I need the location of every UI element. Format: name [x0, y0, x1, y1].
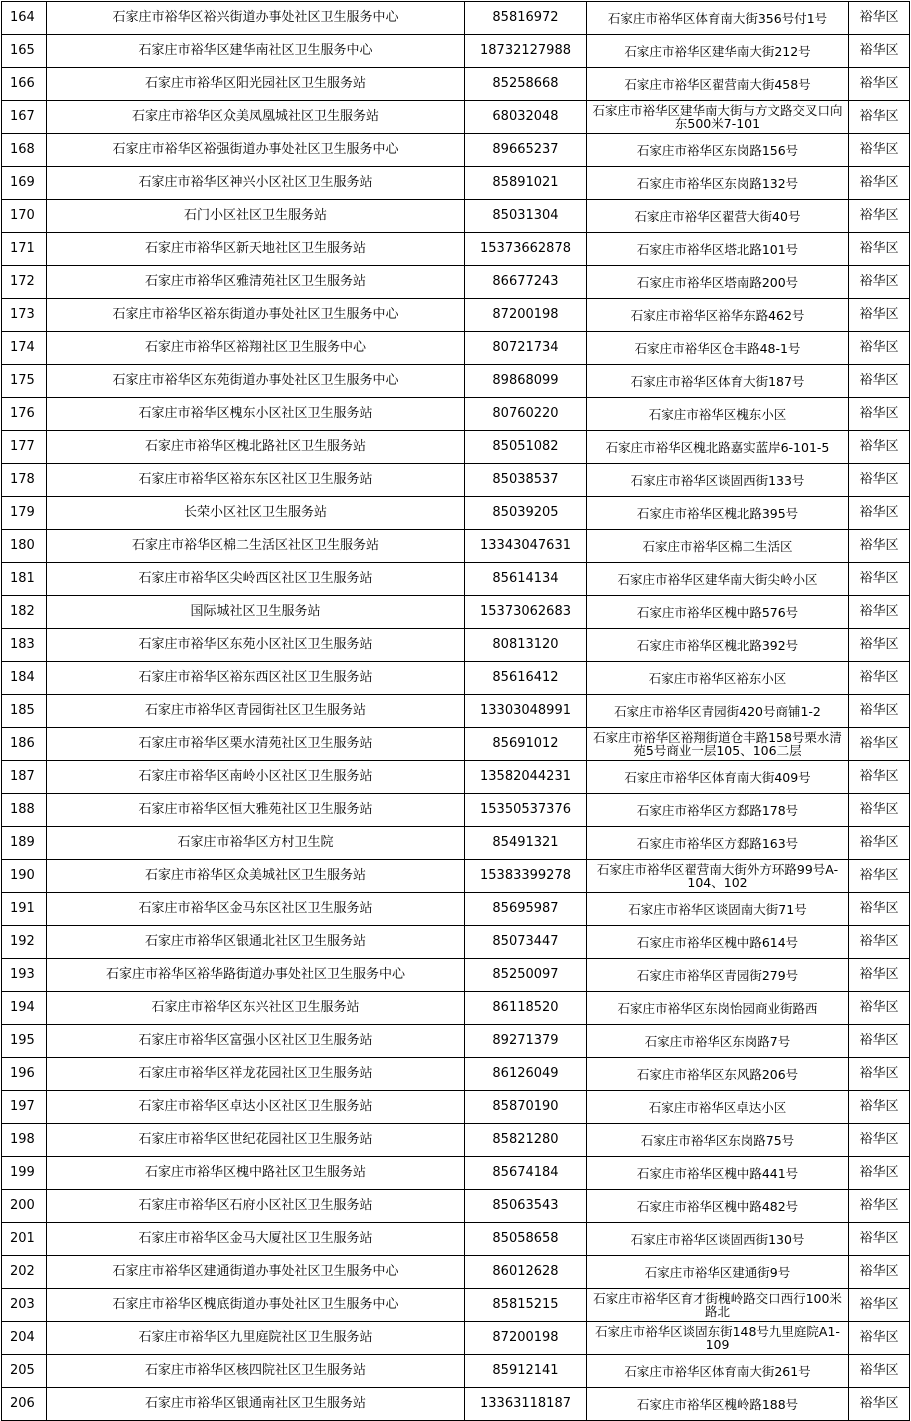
- district-cell: 裕华区: [849, 629, 910, 662]
- district-cell: 裕华区: [849, 167, 910, 200]
- address-cell: 石家庄市裕华区塔南路200号: [587, 266, 849, 299]
- phone-cell: 85063543: [465, 1190, 587, 1223]
- address-cell: 石家庄市裕华区裕东小区: [587, 662, 849, 695]
- address-cell: 石家庄市裕华区体育南大街261号: [587, 1355, 849, 1388]
- district-cell: 裕华区: [849, 1025, 910, 1058]
- row-number-cell: 189: [2, 827, 47, 860]
- phone-cell: 85815215: [465, 1289, 587, 1322]
- phone-cell: 85031304: [465, 200, 587, 233]
- row-number-cell: 180: [2, 530, 47, 563]
- district-cell: 裕华区: [849, 365, 910, 398]
- address-cell: 石家庄市裕华区棉二生活区: [587, 530, 849, 563]
- row-number-cell: 174: [2, 332, 47, 365]
- phone-cell: 85821280: [465, 1124, 587, 1157]
- station-name-cell: 石家庄市裕华区金马东区社区卫生服务站: [47, 893, 465, 926]
- phone-cell: 85058658: [465, 1223, 587, 1256]
- address-cell: 石家庄市裕华区槐中路441号: [587, 1157, 849, 1190]
- phone-cell: 85691012: [465, 728, 587, 761]
- district-cell: 裕华区: [849, 1256, 910, 1289]
- address-cell: 石家庄市裕华区建通街9号: [587, 1256, 849, 1289]
- row-number-cell: 199: [2, 1157, 47, 1190]
- phone-cell: 15350537376: [465, 794, 587, 827]
- phone-cell: 89271379: [465, 1025, 587, 1058]
- table-row: [2, 1091, 910, 1124]
- table-row: [2, 398, 910, 431]
- district-cell: 裕华区: [849, 134, 910, 167]
- row-number-cell: 181: [2, 563, 47, 596]
- phone-cell: 18732127988: [465, 35, 587, 68]
- row-number-cell: 164: [2, 2, 47, 35]
- district-cell: 裕华区: [849, 860, 910, 893]
- row-number-cell: 168: [2, 134, 47, 167]
- district-cell: 裕华区: [849, 1190, 910, 1223]
- district-cell: 裕华区: [849, 398, 910, 431]
- phone-cell: 85258668: [465, 68, 587, 101]
- address-cell: 石家庄市裕华区翟营大街40号: [587, 200, 849, 233]
- phone-cell: 13363118187: [465, 1388, 587, 1421]
- station-name-cell: 石家庄市裕华区阳光园社区卫生服务站: [47, 68, 465, 101]
- address-cell: 石家庄市裕华区谈固西街133号: [587, 464, 849, 497]
- station-name-cell: 石家庄市裕华区棉二生活区社区卫生服务站: [47, 530, 465, 563]
- phone-cell: 80760220: [465, 398, 587, 431]
- district-cell: 裕华区: [849, 1355, 910, 1388]
- phone-cell: 85616412: [465, 662, 587, 695]
- station-name-cell: 石家庄市裕华区裕东东区社区卫生服务站: [47, 464, 465, 497]
- station-name-cell: 石家庄市裕华区神兴小区社区卫生服务站: [47, 167, 465, 200]
- station-name-cell: 石家庄市裕华区金马大厦社区卫生服务站: [47, 1223, 465, 1256]
- row-number-cell: 184: [2, 662, 47, 695]
- phone-cell: 13582044231: [465, 761, 587, 794]
- station-name-cell: 石家庄市裕华区建华南社区卫生服务中心: [47, 35, 465, 68]
- station-name-cell: 石家庄市裕华区尖岭西区社区卫生服务站: [47, 563, 465, 596]
- station-name-cell: 石家庄市裕华区裕兴街道办事处社区卫生服务中心: [47, 2, 465, 35]
- row-number-cell: 182: [2, 596, 47, 629]
- table-row: [2, 1025, 910, 1058]
- table-row: [2, 167, 910, 200]
- table-row: [2, 1355, 910, 1388]
- address-cell: 石家庄市裕华区谈固东街148号九里庭院A1-109: [587, 1322, 849, 1355]
- district-cell: 裕华区: [849, 266, 910, 299]
- table-row: [2, 794, 910, 827]
- station-name-cell: 长荣小区社区卫生服务站: [47, 497, 465, 530]
- district-cell: 裕华区: [849, 332, 910, 365]
- row-number-cell: 167: [2, 101, 47, 134]
- address-cell: 石家庄市裕华区东岗路75号: [587, 1124, 849, 1157]
- station-name-cell: 石家庄市裕华区裕强街道办事处社区卫生服务中心: [47, 134, 465, 167]
- phone-cell: 86118520: [465, 992, 587, 1025]
- table-row: [2, 68, 910, 101]
- address-cell: 石家庄市裕华区翟营南大街外方环路99号A-104、102: [587, 860, 849, 893]
- district-cell: 裕华区: [849, 1091, 910, 1124]
- district-cell: 裕华区: [849, 695, 910, 728]
- table-row: [2, 497, 910, 530]
- station-name-cell: 石家庄市裕华区方村卫生院: [47, 827, 465, 860]
- row-number-cell: 178: [2, 464, 47, 497]
- phone-cell: 85816972: [465, 2, 587, 35]
- row-number-cell: 176: [2, 398, 47, 431]
- station-name-cell: 石家庄市裕华区雅清苑社区卫生服务站: [47, 266, 465, 299]
- table-row: [2, 464, 910, 497]
- district-cell: 裕华区: [849, 827, 910, 860]
- station-name-cell: 石门小区社区卫生服务站: [47, 200, 465, 233]
- station-name-cell: 石家庄市裕华区裕翔社区卫生服务中心: [47, 332, 465, 365]
- row-number-cell: 188: [2, 794, 47, 827]
- service-station-table: [1, 1, 910, 1421]
- address-cell: 石家庄市裕华区方郄路163号: [587, 827, 849, 860]
- address-cell: 石家庄市裕华区体育大街187号: [587, 365, 849, 398]
- table-row: [2, 596, 910, 629]
- row-number-cell: 197: [2, 1091, 47, 1124]
- address-cell: 石家庄市裕华区槐岭路188号: [587, 1388, 849, 1421]
- address-cell: 石家庄市裕华区东岗路7号: [587, 1025, 849, 1058]
- address-cell: 石家庄市裕华区槐中路576号: [587, 596, 849, 629]
- district-cell: 裕华区: [849, 1289, 910, 1322]
- station-name-cell: 石家庄市裕华区东苑街道办事处社区卫生服务中心: [47, 365, 465, 398]
- district-cell: 裕华区: [849, 926, 910, 959]
- table-row: [2, 1190, 910, 1223]
- address-cell: 石家庄市裕华区方郄路178号: [587, 794, 849, 827]
- phone-cell: 85051082: [465, 431, 587, 464]
- phone-cell: 15383399278: [465, 860, 587, 893]
- station-name-cell: 石家庄市裕华区恒大雅苑社区卫生服务站: [47, 794, 465, 827]
- phone-cell: 80721734: [465, 332, 587, 365]
- table-row: [2, 530, 910, 563]
- address-cell: 石家庄市裕华区塔北路101号: [587, 233, 849, 266]
- table-row: [2, 134, 910, 167]
- station-name-cell: 石家庄市裕华区祥龙花园社区卫生服务站: [47, 1058, 465, 1091]
- table-row: [2, 266, 910, 299]
- district-cell: 裕华区: [849, 530, 910, 563]
- row-number-cell: 166: [2, 68, 47, 101]
- address-cell: 石家庄市裕华区体育南大街409号: [587, 761, 849, 794]
- station-name-cell: 石家庄市裕华区栗水清苑社区卫生服务站: [47, 728, 465, 761]
- row-number-cell: 204: [2, 1322, 47, 1355]
- row-number-cell: 202: [2, 1256, 47, 1289]
- address-cell: 石家庄市裕华区青园街279号: [587, 959, 849, 992]
- address-cell: 石家庄市裕华区育才街槐岭路交口西行100米路北: [587, 1289, 849, 1322]
- station-name-cell: 石家庄市裕华区银通南社区卫生服务站: [47, 1388, 465, 1421]
- row-number-cell: 206: [2, 1388, 47, 1421]
- row-number-cell: 200: [2, 1190, 47, 1223]
- district-cell: 裕华区: [849, 2, 910, 35]
- table-row: [2, 101, 910, 134]
- row-number-cell: 192: [2, 926, 47, 959]
- phone-cell: 89665237: [465, 134, 587, 167]
- station-name-cell: 石家庄市裕华区银通北社区卫生服务站: [47, 926, 465, 959]
- phone-cell: 85912141: [465, 1355, 587, 1388]
- district-cell: 裕华区: [849, 1223, 910, 1256]
- station-name-cell: 石家庄市裕华区富强小区社区卫生服务站: [47, 1025, 465, 1058]
- phone-cell: 80813120: [465, 629, 587, 662]
- row-number-cell: 191: [2, 893, 47, 926]
- phone-cell: 15373662878: [465, 233, 587, 266]
- district-cell: 裕华区: [849, 464, 910, 497]
- station-name-cell: 石家庄市裕华区核四院社区卫生服务站: [47, 1355, 465, 1388]
- table-row: [2, 299, 910, 332]
- row-number-cell: 190: [2, 860, 47, 893]
- table-body: [2, 2, 910, 1421]
- table-row: [2, 629, 910, 662]
- table-row: [2, 926, 910, 959]
- row-number-cell: 186: [2, 728, 47, 761]
- station-name-cell: 石家庄市裕华区槐底街道办事处社区卫生服务中心: [47, 1289, 465, 1322]
- address-cell: 石家庄市裕华区槐东小区: [587, 398, 849, 431]
- address-cell: 石家庄市裕华区槐北路392号: [587, 629, 849, 662]
- phone-cell: 13303048991: [465, 695, 587, 728]
- table-row: [2, 728, 910, 761]
- district-cell: 裕华区: [849, 596, 910, 629]
- row-number-cell: 198: [2, 1124, 47, 1157]
- address-cell: 石家庄市裕华区槐北路395号: [587, 497, 849, 530]
- station-name-cell: 石家庄市裕华区槐北路社区卫生服务站: [47, 431, 465, 464]
- station-name-cell: 石家庄市裕华区世纪花园社区卫生服务站: [47, 1124, 465, 1157]
- phone-cell: 89868099: [465, 365, 587, 398]
- row-number-cell: 194: [2, 992, 47, 1025]
- row-number-cell: 196: [2, 1058, 47, 1091]
- address-cell: 石家庄市裕华区青园街420号商铺1-2: [587, 695, 849, 728]
- station-name-cell: 石家庄市裕华区南岭小区社区卫生服务站: [47, 761, 465, 794]
- table-row: [2, 761, 910, 794]
- station-name-cell: 石家庄市裕华区建通街道办事处社区卫生服务中心: [47, 1256, 465, 1289]
- row-number-cell: 172: [2, 266, 47, 299]
- row-number-cell: 203: [2, 1289, 47, 1322]
- table-row: [2, 431, 910, 464]
- station-name-cell: 石家庄市裕华区卓达小区社区卫生服务站: [47, 1091, 465, 1124]
- address-cell: 石家庄市裕华区东岗怡园商业街路西: [587, 992, 849, 1025]
- station-name-cell: 石家庄市裕华区东苑小区社区卫生服务站: [47, 629, 465, 662]
- row-number-cell: 179: [2, 497, 47, 530]
- district-cell: 裕华区: [849, 1322, 910, 1355]
- district-cell: 裕华区: [849, 233, 910, 266]
- address-cell: 石家庄市裕华区槐中路614号: [587, 926, 849, 959]
- district-cell: 裕华区: [849, 959, 910, 992]
- address-cell: 石家庄市裕华区谈固南大街71号: [587, 893, 849, 926]
- row-number-cell: 177: [2, 431, 47, 464]
- phone-cell: 85038537: [465, 464, 587, 497]
- district-cell: 裕华区: [849, 563, 910, 596]
- phone-cell: 13343047631: [465, 530, 587, 563]
- row-number-cell: 165: [2, 35, 47, 68]
- phone-cell: 85039205: [465, 497, 587, 530]
- row-number-cell: 170: [2, 200, 47, 233]
- address-cell: 石家庄市裕华区建华南大街212号: [587, 35, 849, 68]
- table-row: [2, 1124, 910, 1157]
- address-cell: 石家庄市裕华区裕翔街道仓丰路158号栗水清苑5号商业一层105、106二层: [587, 728, 849, 761]
- table-row: [2, 662, 910, 695]
- phone-cell: 86126049: [465, 1058, 587, 1091]
- row-number-cell: 185: [2, 695, 47, 728]
- table-row: [2, 35, 910, 68]
- phone-cell: 85870190: [465, 1091, 587, 1124]
- row-number-cell: 193: [2, 959, 47, 992]
- station-name-cell: 石家庄市裕华区众美凤凰城社区卫生服务站: [47, 101, 465, 134]
- table-row: [2, 1289, 910, 1322]
- row-number-cell: 171: [2, 233, 47, 266]
- station-name-cell: 石家庄市裕华区青园街社区卫生服务站: [47, 695, 465, 728]
- station-name-cell: 石家庄市裕华区裕华路街道办事处社区卫生服务中心: [47, 959, 465, 992]
- phone-cell: 86012628: [465, 1256, 587, 1289]
- table-row: [2, 827, 910, 860]
- district-cell: 裕华区: [849, 431, 910, 464]
- district-cell: 裕华区: [849, 35, 910, 68]
- row-number-cell: 195: [2, 1025, 47, 1058]
- district-cell: 裕华区: [849, 728, 910, 761]
- station-name-cell: 石家庄市裕华区新天地社区卫生服务站: [47, 233, 465, 266]
- phone-cell: 85891021: [465, 167, 587, 200]
- table-row: [2, 992, 910, 1025]
- address-cell: 石家庄市裕华区体育南大街356号付1号: [587, 2, 849, 35]
- phone-cell: 85695987: [465, 893, 587, 926]
- phone-cell: 85491321: [465, 827, 587, 860]
- district-cell: 裕华区: [849, 992, 910, 1025]
- table-row: [2, 1322, 910, 1355]
- station-name-cell: 石家庄市裕华区东兴社区卫生服务站: [47, 992, 465, 1025]
- station-name-cell: 国际城社区卫生服务站: [47, 596, 465, 629]
- district-cell: 裕华区: [849, 1124, 910, 1157]
- address-cell: 石家庄市裕华区东岗路156号: [587, 134, 849, 167]
- row-number-cell: 173: [2, 299, 47, 332]
- table-row: [2, 365, 910, 398]
- table-row: [2, 332, 910, 365]
- district-cell: 裕华区: [849, 68, 910, 101]
- phone-cell: 87200198: [465, 1322, 587, 1355]
- district-cell: 裕华区: [849, 662, 910, 695]
- address-cell: 石家庄市裕华区槐中路482号: [587, 1190, 849, 1223]
- table-row: [2, 959, 910, 992]
- station-name-cell: 石家庄市裕华区石府小区社区卫生服务站: [47, 1190, 465, 1223]
- district-cell: 裕华区: [849, 200, 910, 233]
- row-number-cell: 175: [2, 365, 47, 398]
- district-cell: 裕华区: [849, 761, 910, 794]
- address-cell: 石家庄市裕华区翟营南大街458号: [587, 68, 849, 101]
- district-cell: 裕华区: [849, 497, 910, 530]
- address-cell: 石家庄市裕华区仓丰路48-1号: [587, 332, 849, 365]
- address-cell: 石家庄市裕华区槐北路嘉实蓝岸6-101-5: [587, 431, 849, 464]
- table-row: [2, 2, 910, 35]
- address-cell: 石家庄市裕华区东岗路132号: [587, 167, 849, 200]
- district-cell: 裕华区: [849, 794, 910, 827]
- phone-cell: 85250097: [465, 959, 587, 992]
- row-number-cell: 201: [2, 1223, 47, 1256]
- district-cell: 裕华区: [849, 1058, 910, 1091]
- row-number-cell: 187: [2, 761, 47, 794]
- table-row: [2, 893, 910, 926]
- phone-cell: 15373062683: [465, 596, 587, 629]
- table-row: [2, 1388, 910, 1421]
- table-row: [2, 860, 910, 893]
- table-row: [2, 1058, 910, 1091]
- phone-cell: 68032048: [465, 101, 587, 134]
- table-row: [2, 695, 910, 728]
- phone-cell: 85614134: [465, 563, 587, 596]
- row-number-cell: 183: [2, 629, 47, 662]
- address-cell: 石家庄市裕华区建华南大街尖岭小区: [587, 563, 849, 596]
- district-cell: 裕华区: [849, 299, 910, 332]
- station-name-cell: 石家庄市裕华区众美城社区卫生服务站: [47, 860, 465, 893]
- station-name-cell: 石家庄市裕华区裕东街道办事处社区卫生服务中心: [47, 299, 465, 332]
- district-cell: 裕华区: [849, 1388, 910, 1421]
- address-cell: 石家庄市裕华区东风路206号: [587, 1058, 849, 1091]
- phone-cell: 86677243: [465, 266, 587, 299]
- address-cell: 石家庄市裕华区卓达小区: [587, 1091, 849, 1124]
- district-cell: 裕华区: [849, 101, 910, 134]
- row-number-cell: 205: [2, 1355, 47, 1388]
- address-cell: 石家庄市裕华区裕华东路462号: [587, 299, 849, 332]
- phone-cell: 85674184: [465, 1157, 587, 1190]
- table-row: [2, 1223, 910, 1256]
- table-row: [2, 1256, 910, 1289]
- phone-cell: 85073447: [465, 926, 587, 959]
- table-row: [2, 200, 910, 233]
- station-name-cell: 石家庄市裕华区槐中路社区卫生服务站: [47, 1157, 465, 1190]
- table-row: [2, 1157, 910, 1190]
- address-cell: 石家庄市裕华区谈固西街130号: [587, 1223, 849, 1256]
- table-row: [2, 233, 910, 266]
- station-name-cell: 石家庄市裕华区裕东西区社区卫生服务站: [47, 662, 465, 695]
- district-cell: 裕华区: [849, 1157, 910, 1190]
- row-number-cell: 169: [2, 167, 47, 200]
- phone-cell: 87200198: [465, 299, 587, 332]
- station-name-cell: 石家庄市裕华区九里庭院社区卫生服务站: [47, 1322, 465, 1355]
- table-row: [2, 563, 910, 596]
- address-cell: 石家庄市裕华区建华南大街与方文路交叉口向东500米7-101: [587, 101, 849, 134]
- station-name-cell: 石家庄市裕华区槐东小区社区卫生服务站: [47, 398, 465, 431]
- district-cell: 裕华区: [849, 893, 910, 926]
